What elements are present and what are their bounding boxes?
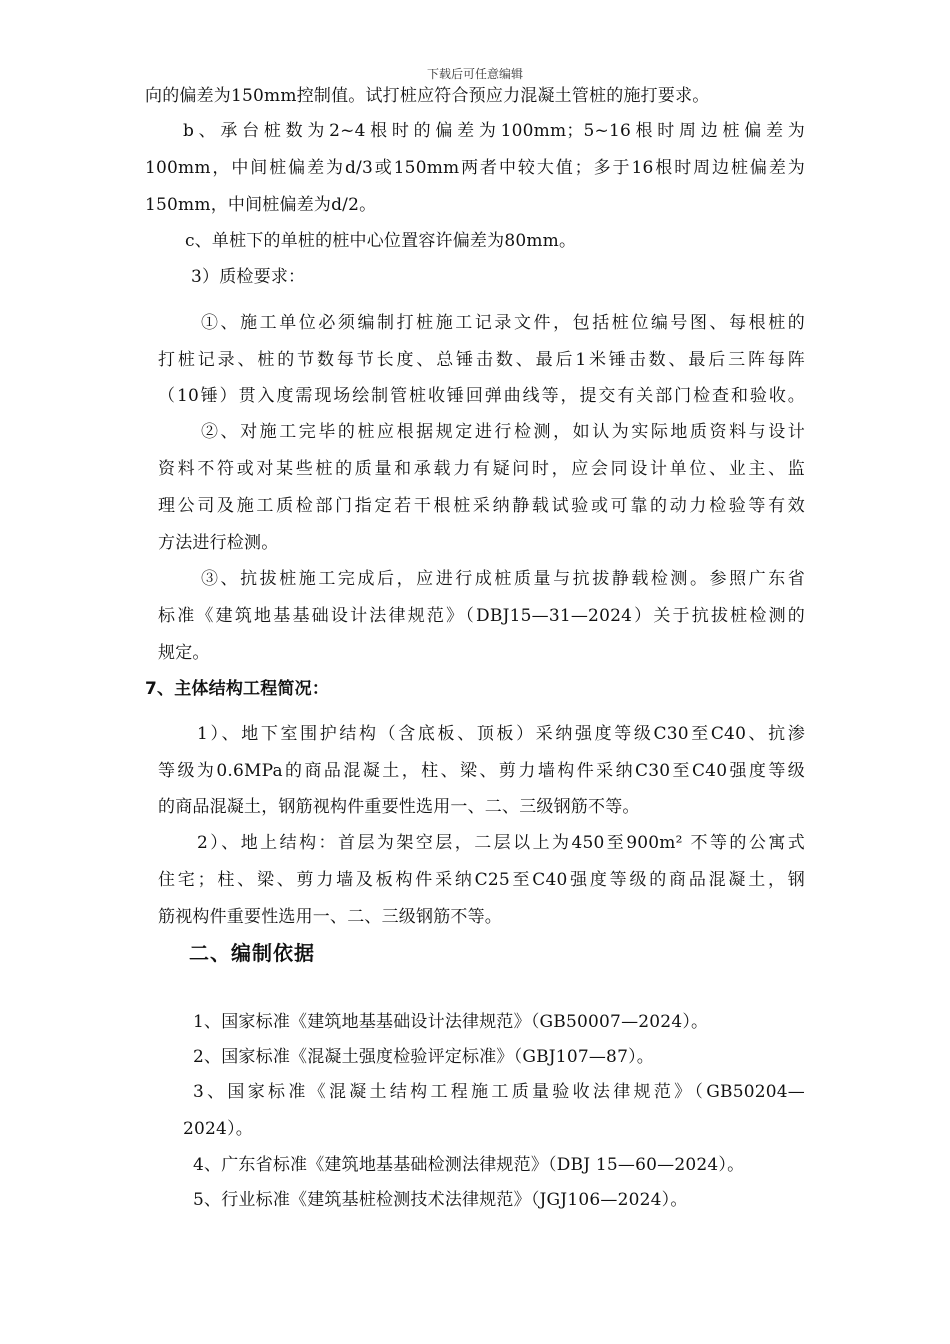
deviation-b-line-3: 150mm，中间桩偏差为d/2。 bbox=[145, 195, 377, 215]
structure-item-1-line-2: 等级为0.6MPa的商品混凝土，柱、梁、剪力墙构件采纳C30至C40强度等级 bbox=[158, 761, 805, 781]
structure-item-2-line-1: 2）、地上结构：首层为架空层，二层以上为450至900m² 不等的公寓式 bbox=[197, 833, 805, 853]
basis-item-2: 2、国家标准《混凝土强度检验评定标准》（GBJ107—87）。 bbox=[193, 1047, 654, 1067]
basis-item-1: 1、国家标准《建筑地基基础设计法律规范》（GB50007—2024）。 bbox=[193, 1012, 709, 1032]
structure-item-1-line-3: 的商品混凝土，钢筋视构件重要性选用一、二、三级钢筋不等。 bbox=[158, 797, 640, 817]
deviation-b-line-1: b、承台桩数为2~4根时的偏差为100mm；5~16根时周边桩偏差为 bbox=[183, 121, 805, 141]
structure-item-2-line-3: 筋视构件重要性选用一、二、三级钢筋不等。 bbox=[158, 907, 502, 927]
structure-item-1-line-1: 1）、地下室围护结构（含底板、顶板）采纳强度等级C30至C40、抗渗 bbox=[197, 724, 805, 744]
quality-item-2-line-4: 方法进行检测。 bbox=[158, 533, 279, 553]
quality-item-2-line-1: ②、对施工完毕的桩应根据规定进行检测，如认为实际地质资料与设计 bbox=[201, 422, 805, 442]
quality-item-2-line-3: 理公司及施工质检部门指定若干根桩采纳静载试验或可靠的动力检验等有效 bbox=[158, 496, 805, 516]
quality-item-2-line-2: 资料不符或对某些桩的质量和承载力有疑问时，应会同设计单位、业主、监 bbox=[158, 459, 805, 479]
quality-item-1-line-2: 打桩记录、桩的节数每节长度、总锤击数、最后1米锤击数、最后三阵每阵 bbox=[158, 350, 805, 370]
deviation-text-line: 向的偏差为150mm控制值。试打桩应符合预应力混凝土管桩的施打要求。 bbox=[145, 86, 710, 106]
quality-item-3-line-2: 标准《建筑地基基础设计法律规范》（DBJ15—31—2024）关于抗拔桩检测的 bbox=[158, 606, 805, 626]
deviation-b-line-2: 100mm，中间桩偏差为d/3或150mm两者中较大值；多于16根时周边桩偏差为 bbox=[145, 158, 805, 178]
basis-item-5: 5、行业标准《建筑基桩检测技术法律规范》（JGJ106—2024）。 bbox=[193, 1190, 688, 1210]
basis-section-heading: 二、编制依据 bbox=[189, 941, 315, 965]
basis-item-3-line-1: 3、国家标准《混凝土结构工程施工质量验收法律规范》（GB50204— bbox=[193, 1082, 805, 1102]
quality-item-1-line-3: （10锤）贯入度需现场绘制管桩收锤回弹曲线等，提交有关部门检查和验收。 bbox=[158, 386, 805, 406]
basis-item-4: 4、广东省标准《建筑地基基础检测法律规范》（DBJ 15—60—2024）。 bbox=[193, 1155, 745, 1175]
basis-item-3-line-2: 2024）。 bbox=[183, 1119, 253, 1139]
quality-check-heading: 3）质检要求： bbox=[191, 267, 306, 287]
quality-item-1-line-1: ①、施工单位必须编制打桩施工记录文件，包括桩位编号图、每根桩的 bbox=[201, 313, 805, 333]
deviation-c-line: c、单桩下的单桩的桩中心位置容许偏差为80mm。 bbox=[185, 231, 577, 251]
structure-section-heading: 7、主体结构工程简况： bbox=[145, 679, 330, 699]
page-header-note: 下载后可任意编辑 bbox=[426, 67, 523, 81]
quality-item-3-line-1: ③、抗拔桩施工完成后，应进行成桩质量与抗拔静载检测。参照广东省 bbox=[201, 569, 805, 589]
structure-item-2-line-2: 住宅；柱、梁、剪力墙及板构件采纳C25至C40强度等级的商品混凝土，钢 bbox=[158, 870, 805, 890]
quality-item-3-line-3: 规定。 bbox=[158, 643, 210, 663]
